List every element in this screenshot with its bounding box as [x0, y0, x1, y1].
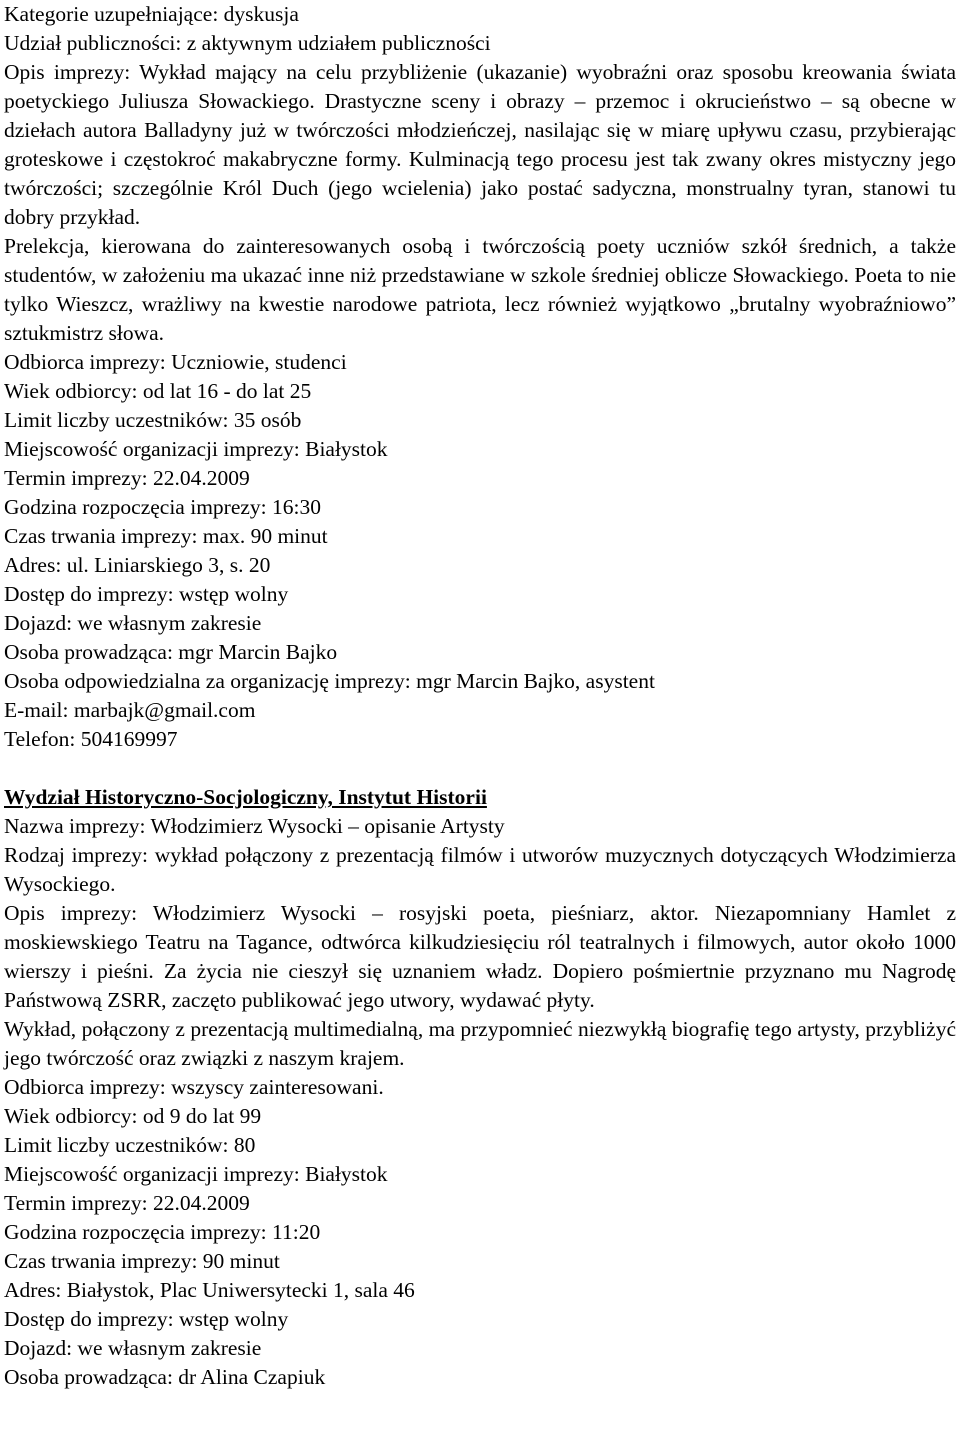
duration-line: Czas trwania imprezy: 90 minut — [4, 1249, 280, 1273]
start-time-line: Godzina rozpoczęcia imprezy: 16:30 — [4, 495, 321, 519]
address-line: Adres: Białystok, Plac Uniwersytecki 1, sala 46 — [4, 1278, 415, 1302]
lecture-description-paragraph: Wykład, połączony z prezentacją multimedialną, ma przypomnieć niezwykłą biografię tego artysty, przybliżyć jego twórczość oraz związki z naszym krajem. — [4, 1017, 956, 1070]
location-line: Miejscowość organizacji imprezy: Białystok — [4, 1162, 388, 1186]
organizer-line: Osoba odpowiedzialna za organizację imprezy: mgr Marcin Bajko, asystent — [4, 669, 655, 693]
age-line: Wiek odbiorcy: od lat 16 - do lat 25 — [4, 379, 312, 403]
host-line: Osoba prowadząca: dr Alina Czapiuk — [4, 1365, 326, 1389]
transport-line: Dojazd: we własnym zakresie — [4, 611, 262, 635]
location-line: Miejscowość organizacji imprezy: Białystok — [4, 437, 388, 461]
event-name-line: Nazwa imprezy: Włodzimierz Wysocki – opisanie Artysty — [4, 814, 505, 838]
participant-limit-line: Limit liczby uczestników: 35 osób — [4, 408, 302, 432]
access-line: Dostęp do imprezy: wstęp wolny — [4, 1307, 289, 1331]
date-line: Termin imprezy: 22.04.2009 — [4, 1191, 250, 1215]
event-2-details — [4, 783, 956, 1392]
event-description-paragraph: Opis imprezy: Wykład mający na celu przybliżenie (ukazanie) wyobraźni oraz sposobu kreowania świata poetyckiego Juliusza Słowackiego. Drastyczne sceny i obrazy – przemoc i okrucieństwo – są obecne w dziełach autora Balladyny już w twórczości młodzieńczej, nasilając się w miarę upływu czasu, przybierając groteskowe i częstokroć makabryczne formy. Kulminacją tego procesu jest tak zwany okres mistyczny jego twórczości; szczególnie Król Duch (jego wcielenia) jako postać sadyczna, monstrualny tyran, stanowi tu dobry przykład. — [4, 60, 956, 229]
audience-participation-line: Udział publiczności: z aktywnym udziałem publiczności — [4, 31, 491, 55]
transport-line: Dojazd: we własnym zakresie — [4, 1336, 262, 1360]
event-type-paragraph: Rodzaj imprezy: wykład połączony z prezentacją filmów i utworów muzycznych dotyczących Włodzimierza Wysockiego. — [4, 843, 956, 896]
date-line: Termin imprezy: 22.04.2009 — [4, 466, 250, 490]
start-time-line: Godzina rozpoczęcia imprezy: 11:20 — [4, 1220, 321, 1244]
duration-line: Czas trwania imprezy: max. 90 minut — [4, 524, 328, 548]
lecture-description-paragraph: Prelekcja, kierowana do zainteresowanych osobą i twórczością poety uczniów szkół średnich, a także studentów, w założeniu ma ukazać inne niż przedstawiane w szkole średniej oblicze Słowackiego. Poeta to nie tylko Wieszcz, wrażliwy na kwestie narodowe patriota, lecz również wyjątkowo „brutalny wyobraźniowo” sztukmistrz słowa. — [4, 234, 956, 345]
event-description-paragraph: Opis imprezy: Włodzimierz Wysocki – rosyjski poeta, pieśniarz, aktor. Niezapomniany Hamlet z moskiewskiego Teatru na Tagance, odtwórca kilkudziesięciu ról teatralnych i filmowych, autor około 1000 wierszy i pieśni. Za życia nie cieszył się uznaniem władz. Dopiero pośmiertnie przyznano mu Nagrodę Państwową ZSRR, zaczęto publikować jego utwory, wydawać płyty. — [4, 901, 956, 1012]
access-line: Dostęp do imprezy: wstęp wolny — [4, 582, 289, 606]
event-1-details — [4, 0, 956, 754]
audience-line: Odbiorca imprezy: wszyscy zainteresowani. — [4, 1075, 384, 1099]
phone-line: Telefon: 504169997 — [4, 727, 178, 751]
category-line: Kategorie uzupełniające: dyskusja — [4, 2, 299, 26]
participant-limit-line: Limit liczby uczestników: 80 — [4, 1133, 256, 1157]
host-line: Osoba prowadząca: mgr Marcin Bajko — [4, 640, 338, 664]
age-line: Wiek odbiorcy: od 9 do lat 99 — [4, 1104, 262, 1128]
address-line: Adres: ul. Liniarskiego 3, s. 20 — [4, 553, 271, 577]
section-spacer — [4, 754, 956, 783]
email-line: E-mail: marbajk@gmail.com — [4, 698, 256, 722]
section-heading: Wydział Historyczno-Socjologiczny, Instytut Historii — [4, 785, 487, 809]
audience-line: Odbiorca imprezy: Uczniowie, studenci — [4, 350, 347, 374]
